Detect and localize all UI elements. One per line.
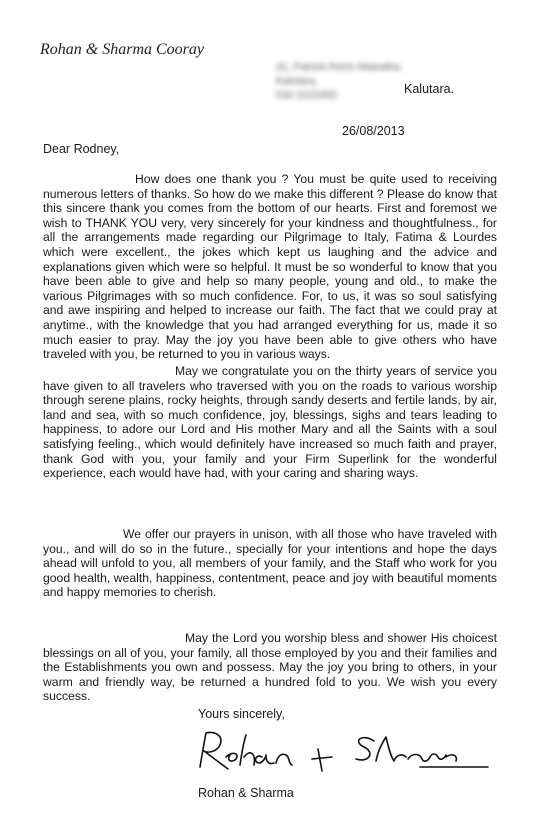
address-city: Kalutara. — [404, 82, 455, 96]
address-line-town: Kalutara. — [276, 75, 319, 87]
paragraph-1: How does one thank you ? You must be quite used to receiving numerous letters of thanks. So how do we make this different ? Please do know that this sincere thank you comes from the bottom of our hearts. First and foremost we wish to THANK YOU very, very sincerely for your kindness and thoughtfulness., for all the arrangements made regarding our Pilgrimage to Italy, Fatima & Lourdes which were excellent., the jokes which kept us laughing and the advice and explanations given which were so helpful. It must be so wonderful to know that you have been able to give and help so many people, young and old., to make the various Pilgrimages with so much confidence. For, to us, it was so soul satisfying and awe inspiring and helped to increase our faith. The fact that we could pray at anytime., with the knowledge that you had arranged everything for us, made it so much easier to pray. May the joy you have been able to give others who have traveled with you, be returned to you in various ways. — [43, 172, 497, 362]
signature-name: Rohan & Sharma — [198, 786, 294, 800]
salutation: Dear Rodney, — [43, 142, 120, 156]
letter-date: 26/08/2013 — [342, 124, 405, 138]
sender-address — [276, 60, 455, 102]
handwritten-signature — [190, 727, 490, 779]
paragraph-4: May the Lord you worship bless and shower His choicest blessings on all of you, your family, all those employed by you and their families and the Establishments you own and possess. May the joy you bring to others, in your warm and friendly way, be returned a hundred fold to you. We wish you every success. — [43, 631, 497, 704]
paragraph-3: We offer our prayers in unison, with all those who have traveled with you., and will do so in the future., specially for your intentions and hope the days ahead will unfold to you, all members of your family, and the Staff who work for you good health, wealth, happiness, contentment, peace and joy with beautiful moments and happy memories to cherish. — [43, 527, 497, 600]
address-line-phone: 034 2222455 — [276, 89, 338, 101]
address-line-street: 31, Patrick Peiris Mawatha — [276, 61, 401, 73]
closing: Yours sincerely, — [198, 707, 285, 721]
letterhead: Rohan & Sharma Cooray — [40, 41, 204, 58]
paragraph-2: May we congratulate you on the thirty years of service you have given to all travelers who traversed with you on the roads to various worship through serene plains, rocky heights, through sandy deserts and fertile lands, by air, land and sea, with so much confidence, joy, blessings, sighs and tears leading to happiness, to adore our Lord and His mother Mary and all the Saints with a soul satisfying feeling., which would definitely have increased so much faith and prayer, thank God with you, your family and your Firm Superlink for the wonderful experience, each would have had, with your caring and sharing ways. — [43, 364, 497, 481]
